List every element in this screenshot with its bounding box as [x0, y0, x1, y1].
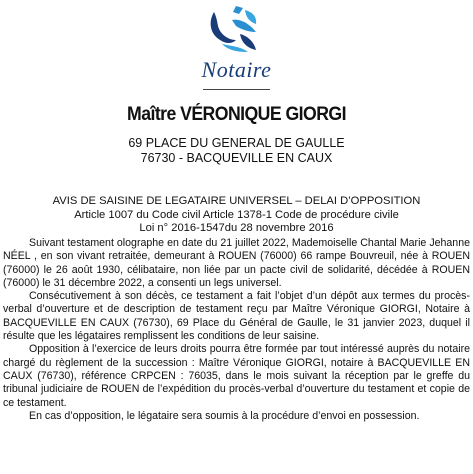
logo-wordmark: Notaire — [201, 57, 272, 82]
notice-title: AVIS DE SAISINE DE LEGATAIRE UNIVERSEL – DELAI D’OPPOSITION — [52, 195, 421, 207]
notice-legal-references: Article 1007 du Code civil Article 1378-1 Code de procédure civile Loi n° 2016-1547du 28 novembre 2016 — [74, 209, 399, 234]
notice-paragraph-possession: En cas d’opposition, le légataire sera soumis à la procédure d’envoi en possession. — [29, 409, 420, 422]
notice-paragraph-deposit: Consécutivement à son décès, ce testament a fait l’objet d’un dépôt aux termes du procès-verbal d’ouverture et de description de testament reçu par Maître Véronique GIORGI, Notaire à BACQUEVILLE EN CAUX (76730), 69 Place du Général de Gaulle, le 31 janvier 2023, duquel il résulte que les légataires remplissent les conditions de leur saisine. — [3, 290, 470, 343]
notice-paragraph-testament: Suivant testament olographe en date du 21 juillet 2022, Mademoiselle Chantal Marie Jehanne NÉEL , en son vivant retraitée, demeurant à ROUEN (76000) 66 rampe Bouvreuil, née à ROUEN (76000) le 26 août 1930, célibataire, non liée par un pacte civil de solidarité, décédée à ROUEN (76000) le 31 décembre 2022, a consenti un legs universel. — [3, 237, 470, 289]
address-line-1: 69 PLACE DU GENERAL DE GAULLE — [128, 136, 345, 150]
logo-divider — [203, 89, 270, 90]
notice-paragraph-opposition: Opposition à l’exercice de leurs droits pourra être formée par tout intéressé auprès du notaire chargé du règlement de la succession : Maître Véronique GIORGI, notaire à BACQUEVILLE EN CAUX (76730), référence CRPCEN : 76035, dans le mois suivant la réception par le greffe du tribunal judiciaire de ROUEN de l’expédition du procès-verbal d’ouverture du testament et copie de ce testament. — [3, 343, 470, 409]
notary-name: Maître VÉRONIQUE GIORGI — [127, 104, 346, 125]
notice-body — [3, 237, 470, 423]
address-line-2: 76730 - BACQUEVILLE EN CAUX — [140, 151, 333, 165]
